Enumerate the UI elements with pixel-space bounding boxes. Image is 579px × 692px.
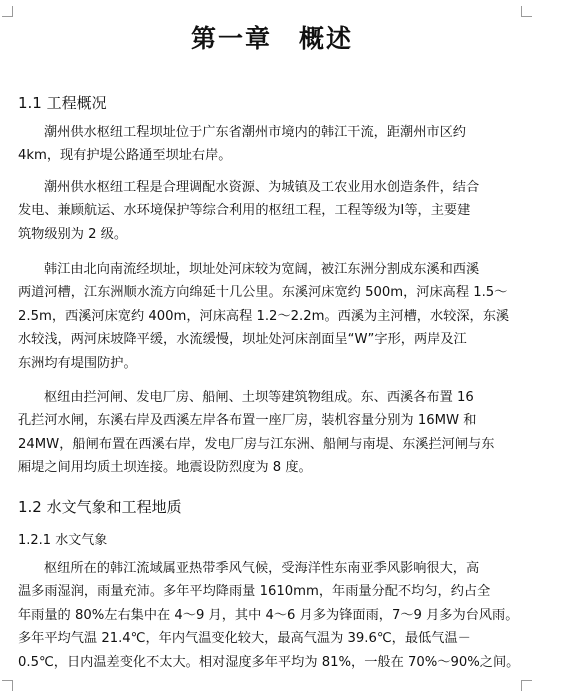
paragraph-4 <box>18 386 526 480</box>
text-line: 发电、兼顾航运、水环境保护等综合利用的枢纽工程，工程等级为Ⅰ等，主要建 <box>18 203 471 219</box>
chapter-title: 第一章 概述 <box>190 24 353 53</box>
text-line: 潮州供水枢纽工程坝址位于广东省潮州市境内的韩江干流，距潮州市区约 <box>44 125 466 140</box>
text-line: 0.5℃，日内温差变化不太大。相对湿度多年平均为 81%，一般在 70%～90%之间。 <box>18 654 520 670</box>
text-line: 韩江由北向南流经坝址，坝址处河床较为宽阔，被江东洲分割成东溪和西溪 <box>44 262 480 277</box>
text-line: 枢纽所在的韩江流域属亚热带季风气候，受海洋性东南亚季风影响很大，高 <box>44 561 480 576</box>
text-line: 筑物级别为 2 级。 <box>18 226 128 242</box>
text-line: 枢纽由拦河闸、发电厂房、船闸、土坝等建筑物组成。东、西溪各布置 16 <box>44 390 474 405</box>
text-line: 温多雨湿润，雨量充沛。多年平均降雨量 1610mm，年雨量分配不均匀，约占全 <box>18 584 491 600</box>
section-heading-1-1: 1.1 工程概况 <box>18 94 107 112</box>
text-line: 4km，现有护堤公路通至坝址右岸。 <box>18 148 232 164</box>
text-line: 孔拦河水闸，东溪右岸及西溪左岸各布置一座厂房，装机容量分别为 16MW 和 <box>18 413 477 429</box>
section-heading-1-2: 1.2 水文气象和工程地质 <box>18 498 182 516</box>
subsection-heading-1-2-1: 1.2.1 水文气象 <box>18 533 108 548</box>
crop-mark-bottom-left <box>2 680 13 691</box>
paragraph-1 <box>18 121 526 168</box>
text-line: 东洲均有堤围防护。 <box>18 355 137 371</box>
text-line: 水较浅，两河床坡降平缓，水流缓慢，坝址处河床剖面呈“W”字形，两岸及江 <box>18 332 467 348</box>
crop-mark-bottom-right <box>521 680 532 691</box>
paragraph-5 <box>18 557 526 674</box>
text-line: 多年平均气温 21.4℃，年内气温变化较大，最高气温为 39.6℃，最低气温－ <box>18 631 471 647</box>
text-line: 年雨量的 80%左右集中在 4～9 月，其中 4～6 月多为锋面雨，7～9 月多为台风雨。 <box>18 607 519 623</box>
text-line: 厢堤之间用均质土坝连接。地震设防烈度为 8 度。 <box>18 460 312 476</box>
crop-mark-top-left <box>2 6 13 17</box>
paragraph-2 <box>18 176 526 246</box>
text-line: 潮州供水枢纽工程是合理调配水资源、为城镇及工农业用水创造条件，结合 <box>44 180 480 195</box>
paragraph-3 <box>18 258 526 375</box>
text-line: 24MW，船闸布置在西溪右岸，发电厂房与江东洲、船闸与南堤、东溪拦河闸与东 <box>18 436 495 452</box>
text-line: 两道河槽，江东洲顺水流方向绵延十几公里。东溪河床宽约 500m，河床高程 1.5～ <box>18 285 508 301</box>
crop-mark-top-right <box>521 6 532 17</box>
text-line: 2.5m，西溪河床宽约 400m，河床高程 1.2～2.2m。西溪为主河槽，水较深，东溪 <box>18 308 510 324</box>
